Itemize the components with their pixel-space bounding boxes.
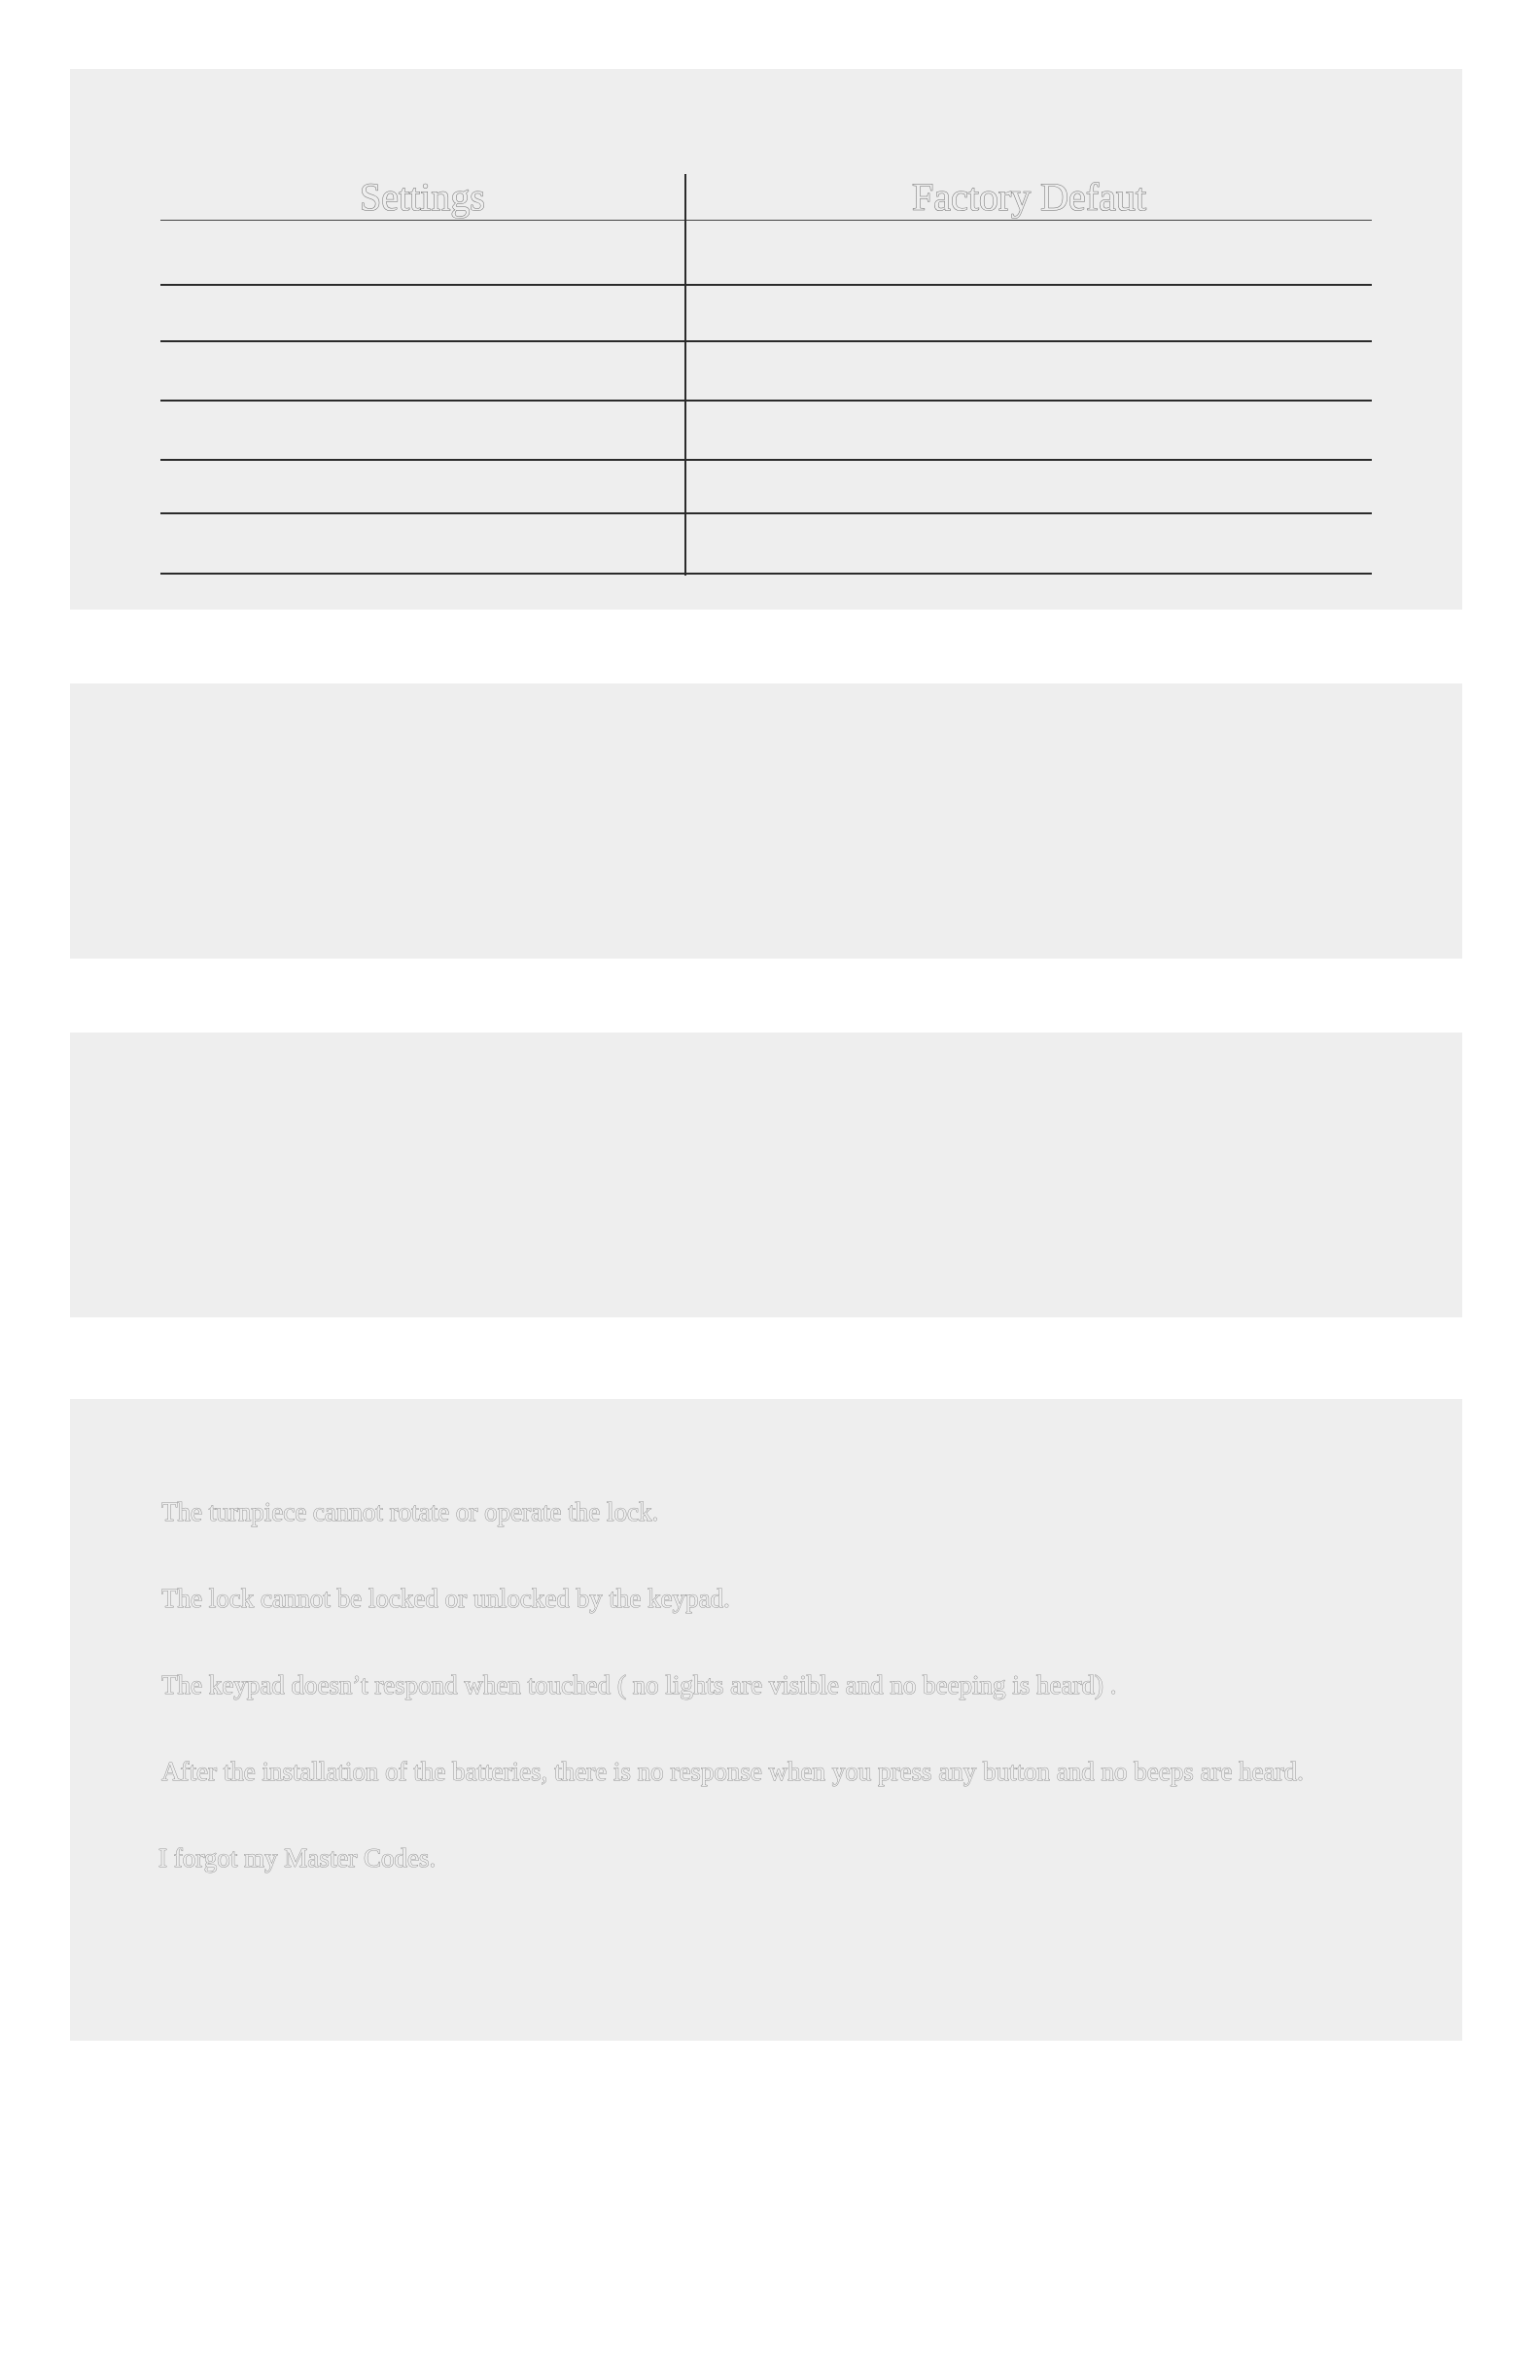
column-divider	[684, 174, 686, 576]
content-panel-empty	[70, 683, 1462, 959]
issue-item-turnpiece: The turnpiece cannot rotate or operate the lock.	[161, 1497, 659, 1526]
issue-item-master-codes: I forgot my Master Codes.	[158, 1843, 437, 1872]
factory-default-column-header: Factory Defaut	[911, 175, 1146, 219]
row-rule	[160, 400, 1372, 402]
issue-item-keypad-lock: The lock cannot be locked or unlocked by the keypad.	[161, 1584, 730, 1613]
content-panel-empty	[70, 1032, 1462, 1317]
troubleshooting-panel	[70, 1399, 1462, 2041]
table-bottom-rule	[160, 573, 1372, 575]
row-rule	[160, 284, 1372, 286]
row-rule	[160, 512, 1372, 514]
settings-column-header: Settings	[360, 175, 485, 219]
header-rule	[160, 220, 1372, 221]
settings-table	[160, 174, 1372, 576]
row-rule	[160, 459, 1372, 461]
issue-item-keypad-unresponsive: The keypad doesn’t respond when touched ( no lights are visible and no beeping is heard) .	[161, 1670, 1117, 1699]
settings-panel	[70, 69, 1462, 610]
row-rule	[160, 340, 1372, 342]
issue-item-batteries: After the installation of the batteries, there is no response when you press any button and no beeps are heard.	[161, 1757, 1304, 1786]
